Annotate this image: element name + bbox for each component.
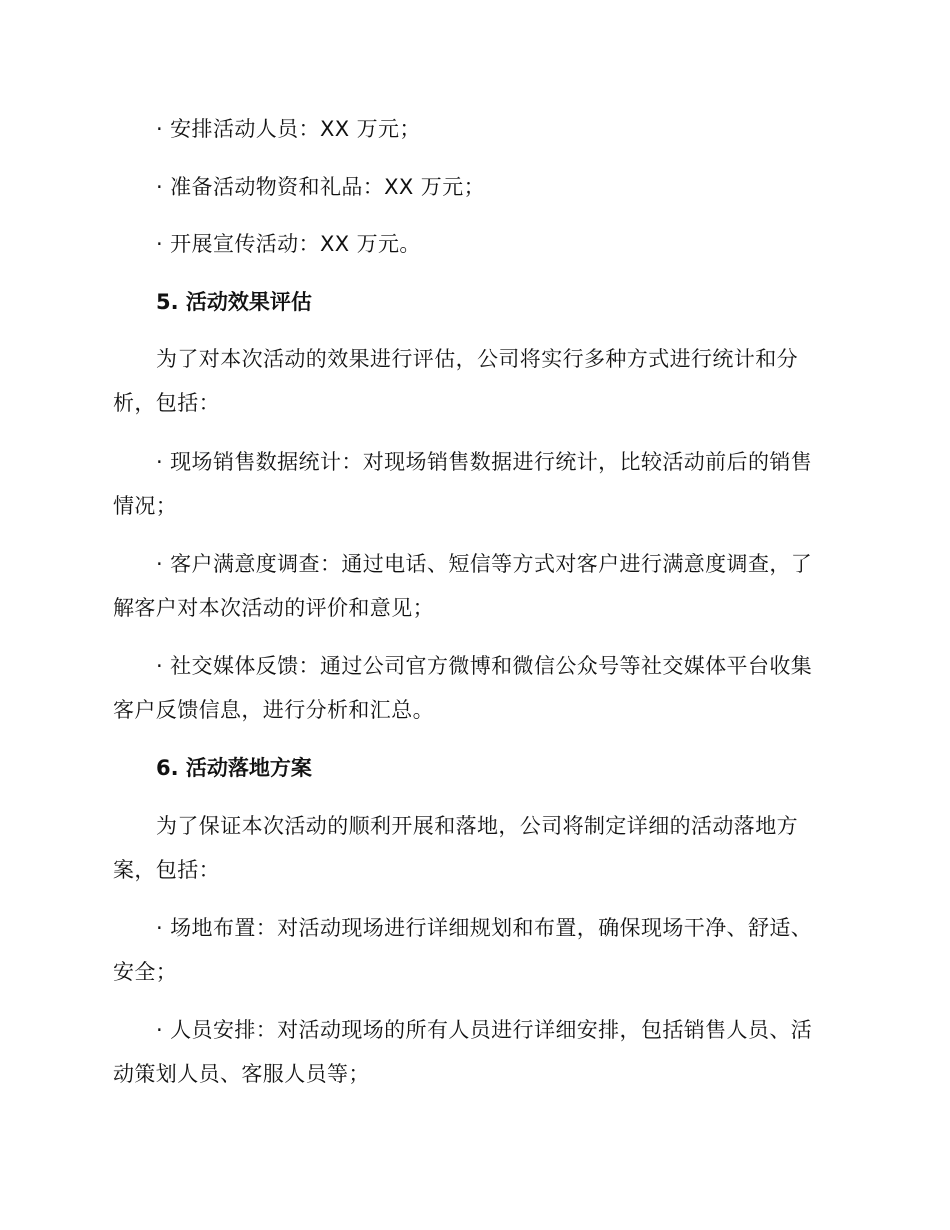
budget-item: · 安排活动人员：XX 万元； xyxy=(156,117,421,141)
list-item: · 现场销售数据统计：对现场销售数据进行统计，比较活动前后的销售情况； xyxy=(113,450,813,518)
budget-item: · 开展宣传活动：XX 万元。 xyxy=(156,232,421,256)
list-item: · 人员安排：对活动现场的所有人员进行详细安排，包括销售人员、活动策划人员、客服人员等； xyxy=(113,1018,813,1086)
list-item: · 场地布置：对活动现场进行详细规划和布置，确保现场干净、舒适、安全； xyxy=(113,916,813,984)
section-heading: 6. 活动落地方案 xyxy=(156,756,312,780)
budget-item: · 准备活动物资和礼品：XX 万元； xyxy=(156,175,485,199)
section-intro: 为了对本次活动的效果进行评估，公司将实行多种方式进行统计和分析，包括： xyxy=(113,347,798,415)
section-heading: 5. 活动效果评估 xyxy=(156,290,312,314)
list-item: · 客户满意度调查：通过电话、短信等方式对客户进行满意度调查，了解客户对本次活动的评价和意见； xyxy=(113,552,813,620)
section-intro: 为了保证本次活动的顺利开展和落地，公司将制定详细的活动落地方案，包括： xyxy=(113,814,798,882)
list-item: · 社交媒体反馈：通过公司官方微博和微信公众号等社交媒体平台收集客户反馈信息，进行分析和汇总。 xyxy=(113,654,813,722)
